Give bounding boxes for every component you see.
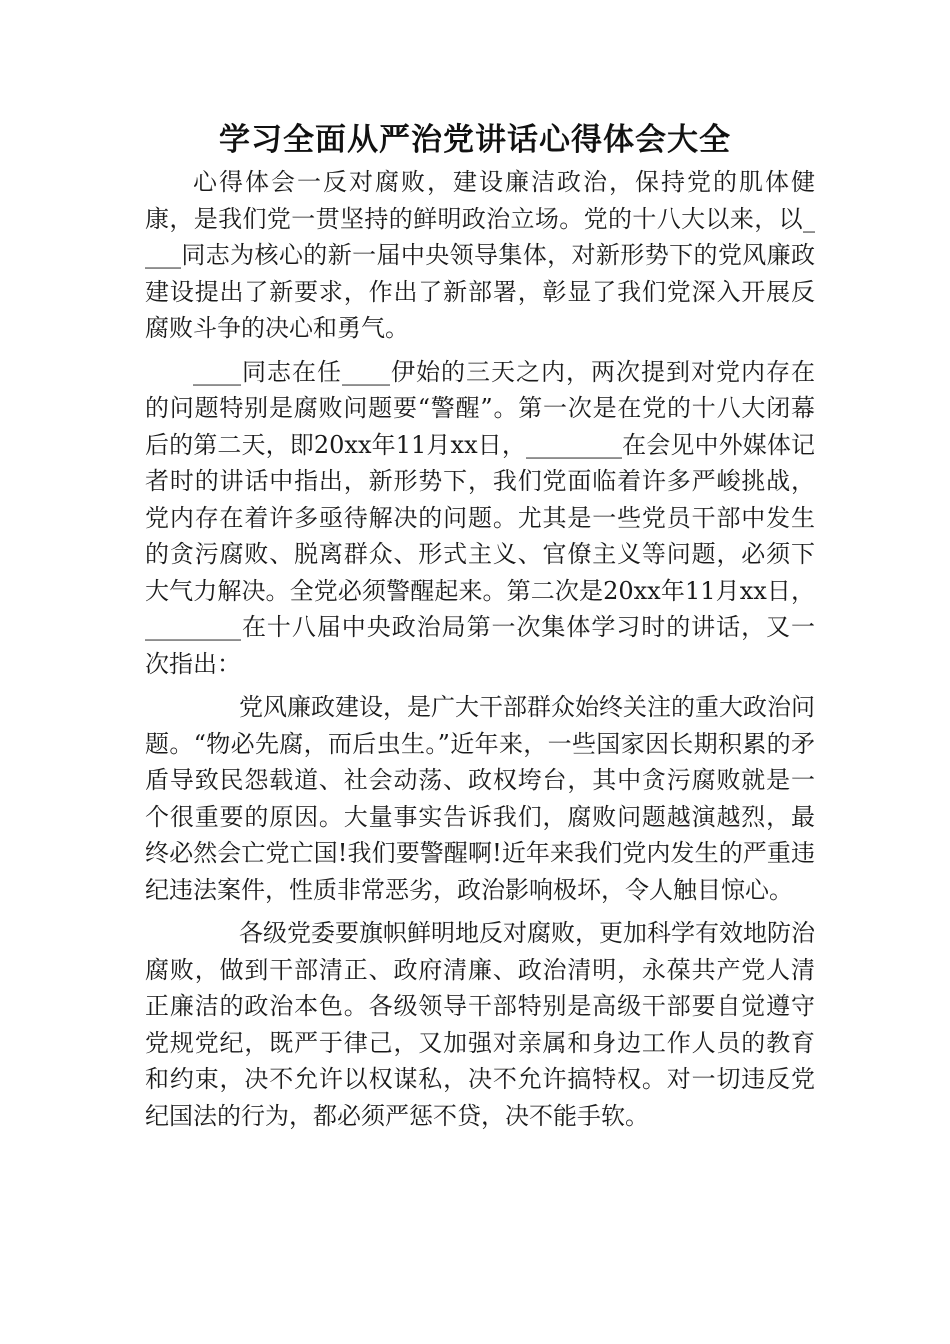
document-title: 学习全面从严治党讲话心得体会大全 [219,122,731,158]
paragraph-2: ____同志在任____伊始的三天之内，两次提到对党内存在的问题特别是腐败问题要“警醒”。第一次是在党的十八大闭幕后的第二天，即20xx年11月xx日，________在会见中外媒体记者时的讲话中指出，新形势下，我们党面临着许多严峻挑战，党内存在着许多亟待解决的问题。尤其是一些党员干部中发生的贪污腐败、脱离群众、形式主义、官僚主义等问题，必须下大气力解决。全党必须警醒起来。第二次是20xx年11月xx日，________在十八届中央政治局第一次集体学习时的讲话，又一次指出： [145,357,815,678]
paragraph-3-quote: 党风廉政建设，是广大干部群众始终关注的重大政治问题。“物必先腐，而后虫生。”近年来，一些国家因长期积累的矛盾导致民怨载道、社会动荡、政权垮台，其中贪污腐败就是一个很重要的原因。大量事实告诉我们，腐败问题越演越烈，最终必然会亡党亡国!我们要警醒啊!近年来我们党内发生的严重违纪违法案件，性质非常恶劣，政治影响极坏，令人触目惊心。 [145,693,815,904]
paragraph-1: 心得体会一反对腐败，建设廉洁政治，保持党的肌体健康，是我们党一贯坚持的鲜明政治立场。党的十八大以来，以____同志为核心的新一届中央领导集体，对新形势下的党风廉政建设提出了新要求，作出了新部署，彰显了我们党深入开展反腐败斗争的决心和勇气。 [145,168,815,342]
paragraph-4-quote: 各级党委要旗帜鲜明地反对腐败，更加科学有效地防治腐败，做到干部清正、政府清廉、政治清明，永葆共产党人清正廉洁的政治本色。各级领导干部特别是高级干部要自觉遵守党规党纪，既严于律己，又加强对亲属和身边工作人员的教育和约束，决不允许以权谋私，决不允许搞特权。对一切违反党纪国法的行为，都必须严惩不贷，决不能手软。 [145,919,815,1130]
document-body [145,164,815,1141]
